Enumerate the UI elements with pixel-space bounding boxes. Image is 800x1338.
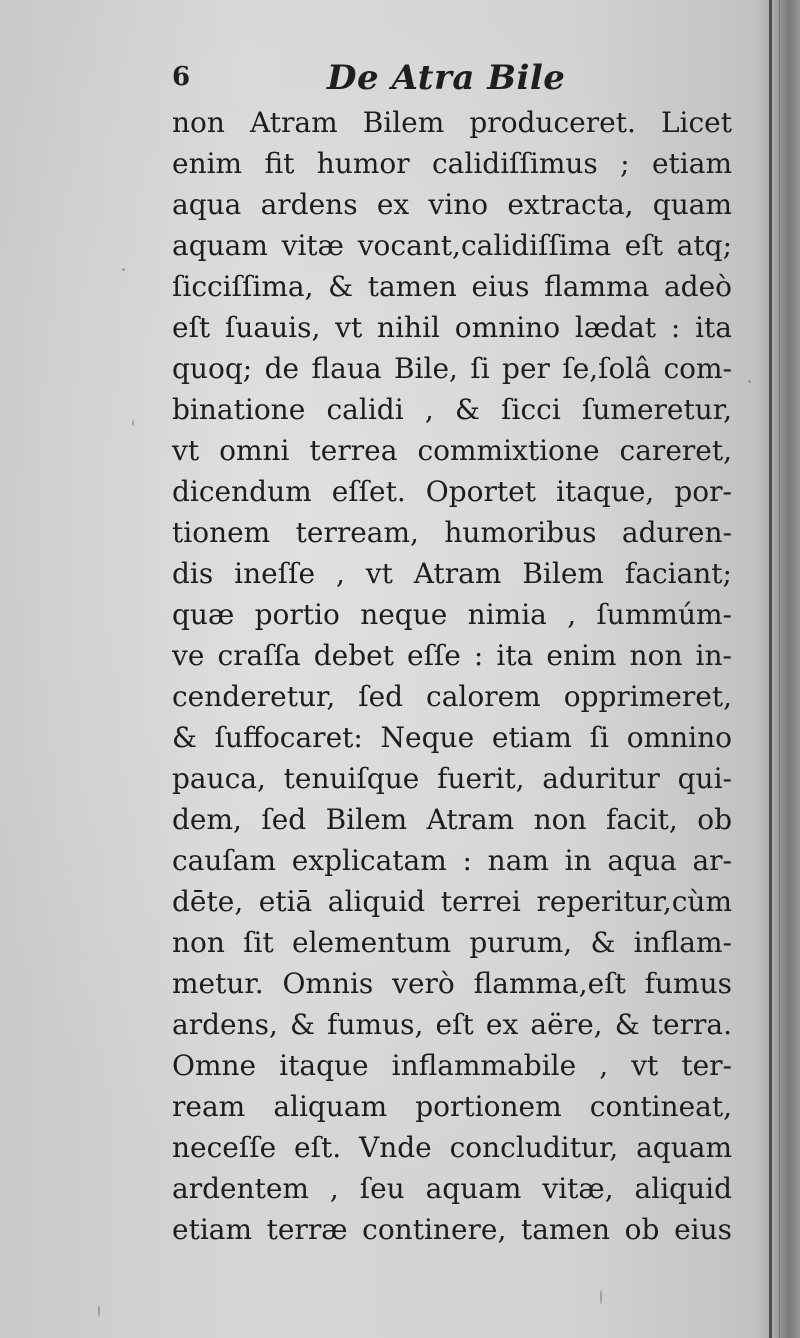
text-line: ſicciſſima, & tamen eius flamma adeò: [172, 270, 732, 303]
body-text: [172, 102, 732, 1250]
text-line: quoq; de flaua Bile, ſi per ſe,ſolâ com-: [172, 352, 732, 385]
text-line: cauſam explicatam : nam in aqua ar-: [172, 844, 732, 877]
text-line: pauca, tenuiſque fuerit, aduritur qui-: [172, 762, 732, 795]
paper-speck: [98, 1305, 100, 1317]
text-line: dicendum eſſet. Oportet itaque, por-: [172, 475, 732, 508]
text-line: tionem terream, humoribus aduren-: [172, 516, 732, 549]
text-line: eſt ſuauis, vt nihil omnino lædat : ita: [172, 311, 732, 344]
text-line: non Atram Bilem produceret. Licet: [172, 106, 732, 139]
text-line: enim fit humor calidiſſimus ; etiam: [172, 147, 732, 180]
page-header: [172, 58, 732, 102]
paper-speck: [132, 420, 134, 426]
text-line: ream aliquam portionem contineat,: [172, 1090, 732, 1123]
text-line: dis ineſſe , vt Atram Bilem faciant;: [172, 557, 732, 590]
spine-shadow: [756, 0, 800, 1338]
text-line: binatione calidi , & ſicci ſumeretur,: [172, 393, 732, 426]
text-line: quæ portio neque nimia , ſummúm-: [172, 598, 732, 631]
text-line: Omne itaque inflammabile , vt ter-: [172, 1049, 732, 1082]
spine-edge-inner: [779, 0, 780, 1338]
text-line: ardens, & fumus, eſt ex aëre, & terra.: [172, 1008, 732, 1041]
paper-speck: [600, 1290, 602, 1304]
text-line: ve craſſa debet eſſe : ita enim non in-: [172, 639, 732, 672]
spine-edge: [769, 0, 772, 1338]
text-line: dēte, etiā aliquid terrei reperitur,cùm: [172, 885, 732, 918]
paper-speck: [122, 268, 125, 271]
text-line: neceſſe eſt. Vnde concluditur, aquam: [172, 1131, 732, 1164]
text-line: vt omni terrea commixtione careret,: [172, 434, 732, 467]
paper-speck: [748, 380, 751, 383]
running-head: De Atra Bile: [327, 58, 566, 98]
text-line: non ſit elementum purum, & inflam-: [172, 926, 732, 959]
text-line: cenderetur, ſed calorem opprimeret,: [172, 680, 732, 713]
page-number: 6: [172, 62, 191, 92]
text-line: metur. Omnis verò flamma,eſt fumus: [172, 967, 732, 1000]
text-line: aquam vitæ vocant,calidiſſima eſt atq;: [172, 229, 732, 262]
text-line: & ſuffocaret: Neque etiam ſi omnino: [172, 721, 732, 754]
text-line: ardentem , ſeu aquam vitæ, aliquid: [172, 1172, 732, 1205]
text-line: aqua ardens ex vino extracta, quam: [172, 188, 732, 221]
text-line: dem, ſed Bilem Atram non facit, ob: [172, 803, 732, 836]
text-line: etiam terræ continere, tamen ob eius: [172, 1213, 732, 1246]
